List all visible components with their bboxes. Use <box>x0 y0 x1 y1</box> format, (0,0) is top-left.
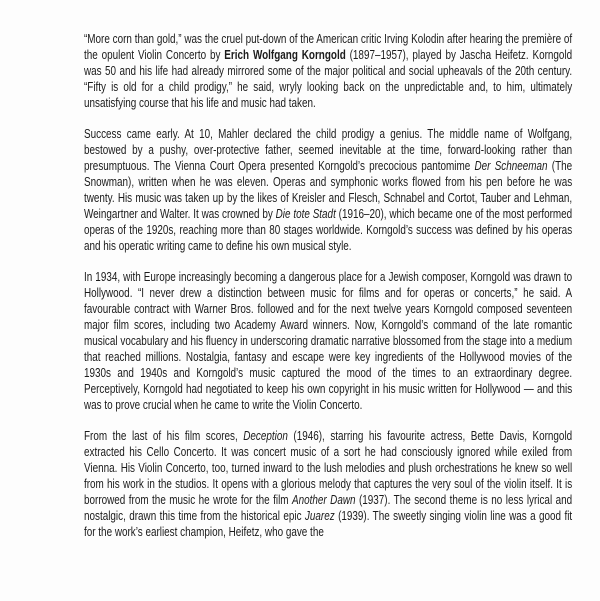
body-text-run: (1916–20), which became one of the most performed operas of the 1920s, reaching more than 80 stages worldwide. Korngold’s success was defined by his operas and his operatic writing came to define his own musical style. <box>84 206 573 253</box>
work-title-italic: Juarez <box>304 508 335 523</box>
paragraph <box>84 428 572 540</box>
composer-name-bold: Erich Wolfgang Korngold <box>224 47 346 62</box>
paragraph <box>84 31 572 111</box>
body-text-run: (1946), starring his favourite actress, Bette Davis, Korngold extracted his Cello Concerto. It was concert music of a sort he had consciously ignored while exiled from Vienna. His Violin Concerto, too, turned inward to the lush melodies and plush orchestrations he knew so well from his work in the studios. It opens with a glorious melody that captures the very soul of the violin itself. It is borrowed from the music he wrote for the film <box>84 428 573 507</box>
body-text-run: (The Snowman), written when he was eleven. Operas and symphonic works flowed from his pen before he was twenty. His music was taken up by the likes of Kreisler and Flesch, Schnabel and Cortot, Tauber and Lehman, Weingartner and Walter. It was crowned by <box>84 158 573 221</box>
paragraph <box>84 269 572 413</box>
paragraph <box>84 126 572 254</box>
work-title-italic: Die tote Stadt <box>275 206 336 221</box>
body-text-run: Success came early. At 10, Mahler declared the child prodigy a genius. The middle name of Wolfgang, bestowed by a pushy, over-protective father, seemed inevitable at the time, forward-looking rather than presumptuous. The Vienna Court Opera presented Korngold’s precocious pantomime <box>84 126 573 173</box>
body-text-run: (1939). The sweetly singing violin line was a good fit for the work’s earliest champion, Heifetz, who gave the <box>84 508 573 539</box>
liner-notes-text <box>84 31 572 540</box>
work-title-italic: Der Schneeman <box>474 158 548 173</box>
body-text-run: (1897–1957), played by Jascha Heifetz. Korngold was 50 and his life had already mirrored some of the major political and social upheavals of the 20th century. “Fifty is old for a child prodigy,” he said, wryly looking back on the unpredictable and, to him, ultimately unsatisfying course that his life and music had taken. <box>84 47 573 110</box>
work-title-italic: Deception <box>243 428 288 443</box>
body-text-run: In 1934, with Europe increasingly becoming a dangerous place for a Jewish composer, Korngold was drawn to Hollywood. “I never drew a distinction between music for films and for operas or concerts,” he said. A favourable contract with Warner Bros. followed and for the next twelve years Korngold composed seventeen major film scores, including two Academy Award winners. Now, Korngold’s command of the late romantic musical vocabulary and his fluency in underscoring dramatic narrative blossomed from the stage into a medium that reached millions. Nostalgia, fantasy and escape were key ingredients of the Hollywood movies of the 1930s and 1940s and Korngold’s music captured the mood of the times to an extraordinary degree. Perceptively, Korngold had negotiated to keep his own copyright in his music written for Hollywood — and this was to prove crucial when he came to write the Violin Concerto. <box>84 269 573 412</box>
body-text-run: (1937). The second theme is no less lyrical and nostalgic, drawn this time from the historical epic <box>84 492 573 523</box>
body-text-run: From the last of his film scores, <box>84 428 244 443</box>
work-title-italic: Another Dawn <box>292 492 356 507</box>
body-text-run: “More corn than gold,” was the cruel put-down of the American critic Irving Kolodin after hearing the première of the opulent Violin Concerto by <box>84 31 573 62</box>
